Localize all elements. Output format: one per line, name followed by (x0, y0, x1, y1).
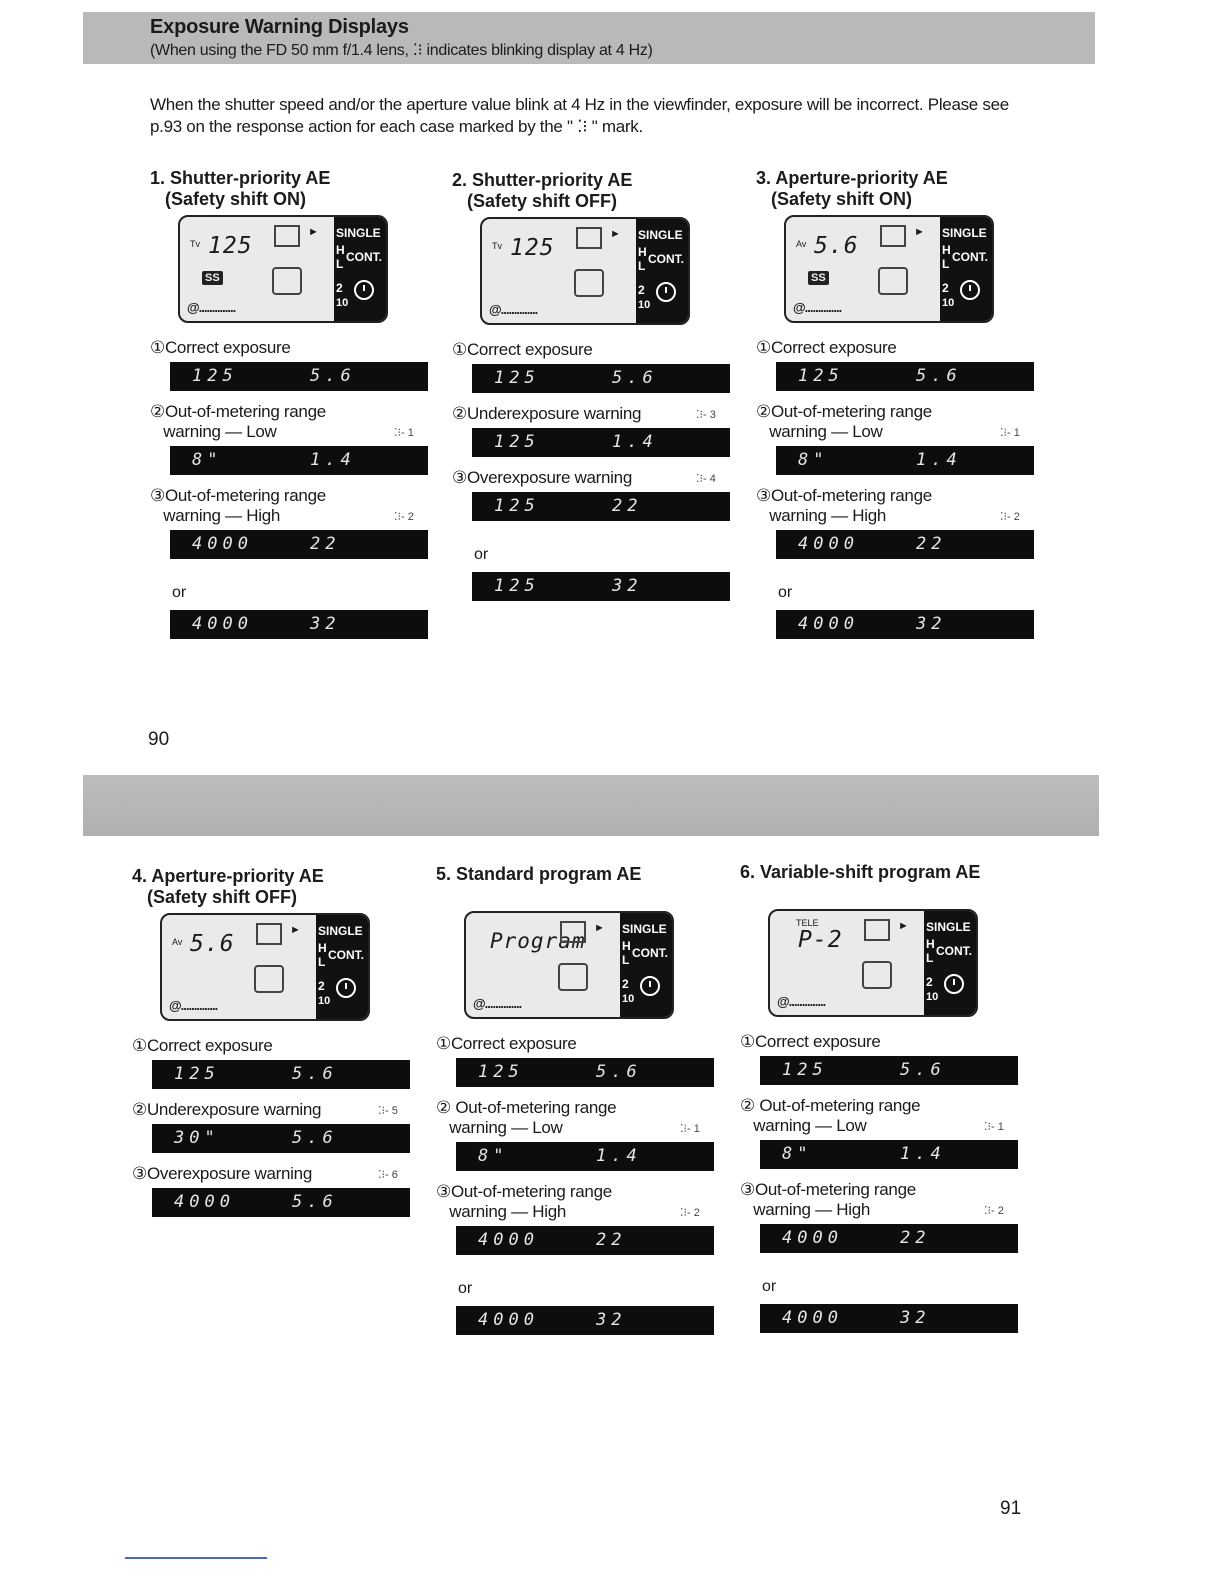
lcd-shutter-value: 4000 (478, 1310, 539, 1330)
reference-mark: ⁚⁝- 2 (1000, 511, 1020, 523)
self-timer-icon (944, 974, 964, 994)
lcd-shutter-value: 125 (798, 366, 844, 386)
exposure-case-label: ①Correct exposure (150, 338, 291, 357)
lcd-aperture-value: 32 (612, 576, 643, 596)
lcd-aperture-value: 22 (612, 496, 643, 516)
reference-mark: ⁚⁝- 1 (394, 427, 414, 439)
self-timer-2-label: 2 (336, 281, 343, 295)
lcd-shutter-value: 4000 (782, 1308, 843, 1328)
lcd-display (152, 1060, 410, 1089)
or-label: or (458, 1280, 473, 1297)
lcd-display (472, 364, 730, 393)
l-label: L (622, 953, 630, 967)
section-2 (452, 170, 752, 730)
lcd-aperture-value: 22 (596, 1230, 627, 1250)
lcd-shutter-value: 125 (782, 1060, 828, 1080)
viewfinder-mode: Tv (492, 241, 502, 251)
lcd-shutter-value: 125 (494, 576, 540, 596)
lcd-aperture-value: 1.4 (310, 450, 356, 470)
h-label: H (622, 939, 631, 953)
exposure-case-label: ③Overexposure warning (452, 468, 632, 487)
or-label: or (172, 584, 187, 601)
exposure-case-label: ② Out-of-metering range warning — Low (740, 1096, 921, 1135)
reference-mark: ⁚⁝- 1 (984, 1121, 1004, 1133)
reference-mark: ⁚⁝- 4 (696, 473, 716, 485)
reference-mark: ⁚⁝- 1 (680, 1123, 700, 1135)
lcd-shutter-value: 4000 (782, 1228, 843, 1248)
meter-scale: @.............. (169, 998, 218, 1013)
exposure-case-label: ①Correct exposure (756, 338, 897, 357)
viewfinder-mode: Av (172, 937, 183, 947)
section-title: 1. Shutter-priority AE (Safety shift ON) (150, 168, 331, 209)
lcd-shutter-value: 4000 (798, 534, 859, 554)
lcd-aperture-value: 22 (310, 534, 341, 554)
reference-mark: ⁚⁝- 3 (696, 409, 716, 421)
lcd-display-alt (760, 1304, 1018, 1333)
section-title: 2. Shutter-priority AE (Safety shift OFF) (452, 170, 633, 211)
drive-mode-panel (636, 219, 688, 323)
viewfinder-display (160, 913, 370, 1021)
exposure-case-label: ③Out-of-metering range warning — High (150, 486, 326, 525)
flash-frame-icon (862, 961, 892, 989)
single-label: SINGLE (638, 228, 683, 242)
reference-mark: ⁚⁝- 2 (680, 1207, 700, 1219)
self-timer-10-label: 10 (336, 297, 349, 309)
frame-icon (274, 225, 300, 247)
lcd-aperture-value: 5.6 (916, 366, 962, 386)
exposure-case-label: ①Correct exposure (132, 1036, 273, 1055)
flash-frame-icon (574, 269, 604, 297)
exposure-case-label: ①Correct exposure (740, 1032, 881, 1051)
cont-label: CONT. (648, 252, 684, 266)
reference-mark: ⁚⁝- 1 (1000, 427, 1020, 439)
lcd-display (456, 1142, 714, 1171)
page-number-left: 90 (148, 729, 170, 750)
lcd-aperture-value: 32 (916, 614, 947, 634)
viewfinder-mode: Av (796, 239, 807, 249)
h-label: H (318, 941, 327, 955)
lcd-display (760, 1224, 1018, 1253)
lcd-display-alt (472, 572, 730, 601)
reference-mark: ⁚⁝- 5 (378, 1105, 398, 1117)
exposure-case-label: ②Underexposure warning (452, 404, 642, 423)
frame-icon (256, 923, 282, 945)
viewfinder-display (784, 215, 994, 323)
lcd-display (170, 446, 428, 475)
drive-mode-panel (334, 217, 386, 321)
viewfinder-value: Program (490, 929, 586, 953)
exposure-case-label: ③Overexposure warning (132, 1164, 312, 1183)
lcd-aperture-value: 32 (596, 1310, 627, 1330)
arrow-icon: ► (914, 226, 925, 238)
drive-mode-panel (316, 915, 368, 1019)
self-timer-2-label: 2 (942, 281, 949, 295)
lcd-aperture-value: 5.6 (900, 1060, 946, 1080)
lcd-aperture-value: 5.6 (612, 368, 658, 388)
viewfinder-value: 125 (510, 235, 555, 261)
or-label: or (778, 584, 793, 601)
self-timer-10-label: 10 (926, 991, 939, 1003)
arrow-icon: ► (290, 924, 301, 936)
exposure-case-label: ③Out-of-metering range warning — High (436, 1182, 612, 1221)
viewfinder-value: 5.6 (814, 233, 859, 259)
cont-label: CONT. (952, 250, 988, 264)
frame-icon (864, 919, 890, 941)
meter-scale: @.............. (489, 302, 538, 317)
exposure-case-label: ①Correct exposure (452, 340, 593, 359)
section-title: 5. Standard program AE (436, 864, 642, 884)
lcd-display (472, 428, 730, 457)
viewfinder-display (464, 911, 674, 1019)
lcd-aperture-value: 5.6 (292, 1064, 338, 1084)
lcd-shutter-value: 4000 (192, 614, 253, 634)
lcd-shutter-value: 125 (478, 1062, 524, 1082)
flash-frame-icon (254, 965, 284, 993)
self-timer-icon (960, 280, 980, 300)
viewfinder-display (768, 909, 978, 1017)
viewfinder-display (178, 215, 388, 323)
arrow-icon: ► (610, 228, 621, 240)
lcd-display-alt (776, 610, 1034, 639)
lcd-shutter-value: 4000 (192, 534, 253, 554)
ss-badge: SS (808, 271, 829, 285)
meter-scale: @.............. (793, 300, 842, 315)
reference-mark: ⁚⁝- 2 (984, 1205, 1004, 1217)
h-label: H (336, 243, 345, 257)
ss-badge: SS (202, 271, 223, 285)
lcd-display (456, 1058, 714, 1087)
lcd-display-alt (170, 610, 428, 639)
cont-label: CONT. (328, 948, 364, 962)
lcd-aperture-value: 1.4 (900, 1144, 946, 1164)
cont-label: CONT. (346, 250, 382, 264)
divider-line (125, 1557, 267, 1559)
lcd-shutter-value: 8" (478, 1146, 509, 1166)
self-timer-2-label: 2 (638, 283, 645, 297)
section-title: 3. Aperture-priority AE (Safety shift ON) (756, 168, 948, 209)
lcd-aperture-value: 32 (900, 1308, 931, 1328)
meter-scale: @.............. (777, 994, 826, 1009)
section-5 (436, 864, 736, 1424)
lcd-display (776, 446, 1034, 475)
self-timer-10-label: 10 (318, 995, 331, 1007)
l-label: L (336, 257, 344, 271)
meter-scale: @.............. (473, 996, 522, 1011)
h-label: H (926, 937, 935, 951)
lcd-aperture-value: 32 (310, 614, 341, 634)
intro-paragraph: When the shutter speed and/or the aperture value blink at 4 Hz in the viewfinder, exposure will be incorrect. Please see p.93 on the response action for each case marked by the " ⁚⁝ " mark. (150, 95, 1009, 136)
l-label: L (926, 951, 934, 965)
frame-icon (576, 227, 602, 249)
self-timer-2-label: 2 (622, 977, 629, 991)
frame-icon (560, 921, 586, 943)
self-timer-icon (640, 976, 660, 996)
lcd-shutter-value: 8" (798, 450, 829, 470)
lcd-shutter-value: 8" (782, 1144, 813, 1164)
self-timer-10-label: 10 (622, 993, 635, 1005)
exposure-case-label: ①Correct exposure (436, 1034, 577, 1053)
lcd-aperture-value: 5.6 (310, 366, 356, 386)
frame-icon (880, 225, 906, 247)
cont-label: CONT. (632, 946, 668, 960)
or-label: or (474, 546, 489, 563)
lcd-display (776, 530, 1034, 559)
lcd-shutter-value: 4000 (478, 1230, 539, 1250)
arrow-icon: ► (594, 922, 605, 934)
viewfinder-mode: Tv (190, 239, 200, 249)
arrow-icon: ► (308, 226, 319, 238)
lcd-aperture-value: 22 (900, 1228, 931, 1248)
lcd-aperture-value: 1.4 (916, 450, 962, 470)
lcd-aperture-value: 5.6 (292, 1128, 338, 1148)
exposure-case-label: ②Out-of-metering range warning — Low (756, 402, 932, 441)
lcd-aperture-value: 1.4 (596, 1146, 642, 1166)
lcd-shutter-value: 4000 (798, 614, 859, 634)
drive-mode-panel (620, 913, 672, 1017)
self-timer-2-label: 2 (926, 975, 933, 989)
l-label: L (638, 259, 646, 273)
reference-mark: ⁚⁝- 6 (378, 1169, 398, 1181)
viewfinder-display (480, 217, 690, 325)
arrow-icon: ► (898, 920, 909, 932)
self-timer-10-label: 10 (942, 297, 955, 309)
lcd-display (170, 530, 428, 559)
page-subtitle: (When using the FD 50 mm f/1.4 lens, ⁚⁝ indicates blinking display at 4 Hz) (150, 42, 653, 59)
lcd-shutter-value: 8" (192, 450, 223, 470)
lcd-display (472, 492, 730, 521)
lcd-display (152, 1188, 410, 1217)
reference-mark: ⁚⁝- 2 (394, 511, 414, 523)
page-title: Exposure Warning Displays (150, 16, 409, 38)
self-timer-2-label: 2 (318, 979, 325, 993)
lcd-aperture-value: 5.6 (292, 1192, 338, 1212)
viewfinder-value: 125 (208, 233, 253, 259)
h-label: H (942, 243, 951, 257)
lcd-aperture-value: 22 (916, 534, 947, 554)
section-title: 4. Aperture-priority AE (Safety shift OFF) (132, 866, 324, 907)
or-label: or (762, 1278, 777, 1295)
section-3 (756, 168, 1056, 728)
section-1 (150, 168, 450, 728)
single-label: SINGLE (336, 226, 381, 240)
section-6 (740, 862, 1040, 1422)
header-band-bottom (83, 775, 1099, 836)
lcd-display-alt (456, 1306, 714, 1335)
single-label: SINGLE (622, 922, 667, 936)
lcd-aperture-value: 1.4 (612, 432, 658, 452)
single-label: SINGLE (318, 924, 363, 938)
self-timer-10-label: 10 (638, 299, 651, 311)
section-title: 6. Variable-shift program AE (740, 862, 981, 882)
single-label: SINGLE (942, 226, 987, 240)
single-label: SINGLE (926, 920, 971, 934)
lcd-shutter-value: 30" (174, 1128, 220, 1148)
l-label: L (318, 955, 326, 969)
page-number-right: 91 (1000, 1498, 1022, 1519)
flash-frame-icon (878, 267, 908, 295)
self-timer-icon (656, 282, 676, 302)
lcd-display (776, 362, 1034, 391)
flash-frame-icon (558, 963, 588, 991)
viewfinder-value: P-2 (798, 927, 843, 953)
exposure-case-label: ②Out-of-metering range warning — Low (150, 402, 326, 441)
self-timer-icon (336, 978, 356, 998)
flash-frame-icon (272, 267, 302, 295)
l-label: L (942, 257, 950, 271)
exposure-case-label: ③Out-of-metering range warning — High (740, 1180, 916, 1219)
lcd-aperture-value: 5.6 (596, 1062, 642, 1082)
drive-mode-panel (940, 217, 992, 321)
viewfinder-value: 5.6 (190, 931, 235, 957)
section-4 (132, 866, 432, 1426)
lcd-shutter-value: 4000 (174, 1192, 235, 1212)
lcd-display (456, 1226, 714, 1255)
self-timer-icon (354, 280, 374, 300)
exposure-case-label: ②Underexposure warning (132, 1100, 322, 1119)
viewfinder-tele: TELE (796, 918, 819, 928)
lcd-shutter-value: 125 (494, 496, 540, 516)
cont-label: CONT. (936, 944, 972, 958)
lcd-display (170, 362, 428, 391)
lcd-display (760, 1056, 1018, 1085)
lcd-shutter-value: 125 (494, 368, 540, 388)
exposure-case-label: ③Out-of-metering range warning — High (756, 486, 932, 525)
lcd-shutter-value: 125 (174, 1064, 220, 1084)
lcd-shutter-value: 125 (192, 366, 238, 386)
exposure-case-label: ② Out-of-metering range warning — Low (436, 1098, 617, 1137)
lcd-display (152, 1124, 410, 1153)
meter-scale: @.............. (187, 300, 236, 315)
lcd-display (760, 1140, 1018, 1169)
lcd-shutter-value: 125 (494, 432, 540, 452)
drive-mode-panel (924, 911, 976, 1015)
h-label: H (638, 245, 647, 259)
